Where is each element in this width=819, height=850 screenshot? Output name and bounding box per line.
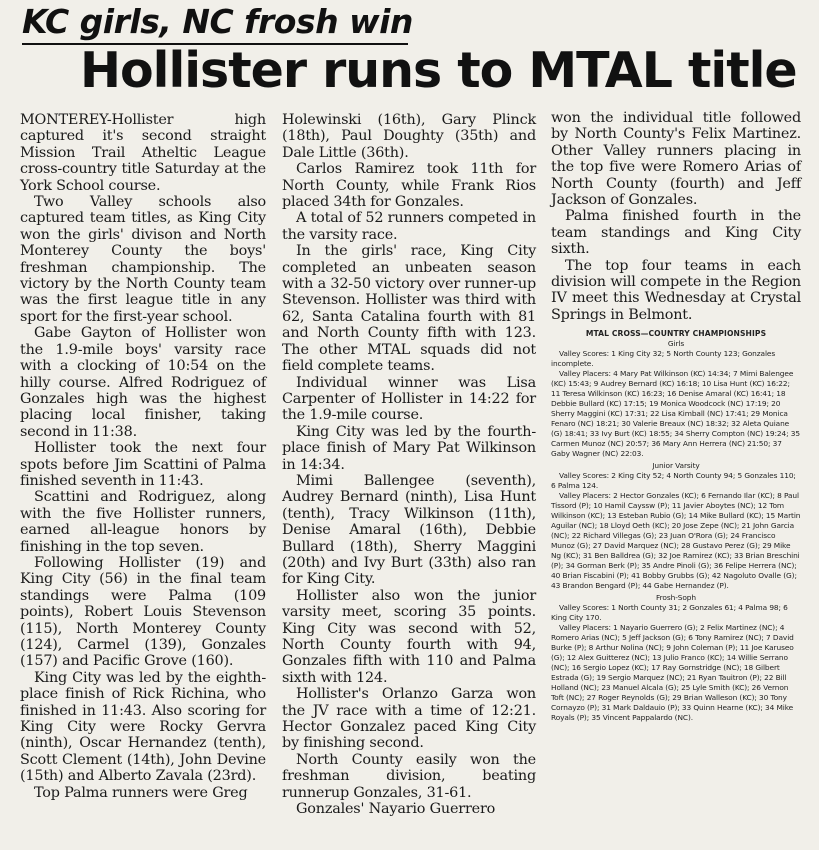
article-column-1 <box>20 112 266 801</box>
paragraph: Hollister also won the junior varsity meet, scoring 35 points. King City was second with 52, North County fourth with 94, Gonzales fifth with 110 and Palma sixth with 124. <box>282 587 536 686</box>
paragraph: A total of 52 runners competed in the varsity race. <box>282 210 536 243</box>
paragraph: Holewinski (16th), Gary Plinck (18th), Paul Doughty (35th) and Dale Little (36th). <box>282 112 536 161</box>
results-section-jv: Junior Varsity <box>652 461 700 471</box>
paragraph: Hollister took the next four spots before Jim Scattini of Palma finished seventh in 11:43. <box>20 440 266 489</box>
paragraph: Top Palma runners were Greg <box>34 784 248 801</box>
main-headline: Hollister runs to MTAL title <box>80 42 797 99</box>
paragraph: King City was led by the fourth-place finish of Mary Pat Wilkinson in 14:34. <box>282 423 536 473</box>
paragraph: Scattini and Rodriguez, along with the five Hollister runners, earned all-league honors by finishing in the top seven. <box>20 489 266 555</box>
results-section-girls: Girls <box>667 339 685 349</box>
article-column-2 <box>282 112 536 817</box>
results-title: MTAL CROSS—COUNTRY CHAMPIONSHIPS <box>585 329 767 339</box>
paragraph: Hollister's Orlanzo Garza won the JV race with a time of 12:21. Hector Gonzalez paced King City by finishing second. <box>282 686 536 752</box>
results-placers: Valley Placers: 4 Mary Pat Wilkinson (KC) 14:34; 7 Mimi Balengee (KC) 15:43; 9 Audrey Bernard (KC) 16:18; 10 Lisa Hunt (KC) 16:22; 11 Teresa Wilkinson (KC) 16:23; 16 Denise Amaral (KC) 16:41; 18 Debbie Bullard (KC) 17:15; 19 Monica Woodcock (NC) 17:19; 20 Sherry Maggini (KC) 17:31; 22 Lisa Kimball (NC) 17:41; 29 Monica Fenaro (NC) 18:21; 30 Valerie Breaux (NC) 18:32; 32 Aleta Quiane (G) 18:41; 33 Ivy Burt (KC) 18:55; 34 Sherry Compton (NC) 19:24; 35 Carmen Munoz (NC) 20:57; 36 Mary Ann Herrera (NC) 21:50; 37 Gaby Wagner (NC) 22:03. <box>551 369 800 459</box>
paragraph: Gonzales' Nayario Guerrero <box>296 801 496 818</box>
paragraph: Gabe Gayton of Hollister won the 1.9-mile boys' varsity race with a clocking of 10:54 on the hilly course. Alfred Rodriguez of Gonzales high was the highest placing local finisher, taking second in 11:38. <box>20 325 266 440</box>
paragraph: Individual winner was Lisa Carpenter of Hollister in 14:22 for the 1.9-mile course. <box>282 374 536 424</box>
paragraph: In the girls' race, King City completed an unbeaten season with a 32-50 victory over runner-up Stevenson. Hollister was third with 62, Santa Catalina fourth with 81 and North County fifth with 123. The other MTAL squads did not field complete teams. <box>282 243 536 375</box>
paragraph: King City was led by the eighth-place finish of Rick Richina, who finished in 11:43. Also scoring for King City were Rocky Gervra (ninth), Oscar Hernandez (tenth), Scott Clement (14th), John Devine (15th) and Alberto Zavala (23rd). <box>20 669 266 785</box>
results-section-frosh: Frosh-Soph <box>656 593 696 603</box>
results-scores: Valley Scores: 1 North County 31; 2 Gonzales 61; 4 Palma 98; 6 King City 170. <box>551 603 788 623</box>
results-box <box>551 329 801 723</box>
paragraph: North County easily won the freshman division, beating runnerup Gonzales, 31-61. <box>282 751 536 801</box>
results-placers: Valley Placers: 1 Nayario Guerrero (G); 2 Felix Martinez (NC); 4 Romero Arias (NC); 5 Jeff Jackson (G); 6 Tony Ramirez (NC); 7 David Burke (P); 8 Arthur Nolina (NC); 9 John Coleman (P); 11 Joe Karuseo (G); 12 Alex Guitterez (NC); 13 Julio Franco (KC); 14 Willie Serrano (NC); 16 Sergio Lopez (KC); 17 Ray Gornstridge (NC); 18 Gilbert Estrada (G); 19 Sergio Marquez (NC); 21 Ryan Tauitron (P); 22 Bill Holland (NC); 23 Manuel Alcala (G); 25 Lyle Smith (KC); 26 Vernon Toft (NC); 27 Roger Reynolds (G); 29 Brian Walleson (KC); 30 Tony Cornayzo (P); 31 Mark Daldauio (P); 33 Quinn Hearne (KC); 34 Mike Royals (P); 35 Vincent Pappalardo (NC). <box>551 623 794 723</box>
paragraph: The top four teams in each division will compete in the Region IV meet this Wednesday at Crystal Springs in Belmont. <box>551 257 801 323</box>
paragraph: Mimi Ballengee (seventh), Audrey Bernard (ninth), Lisa Hunt (tenth), Tracy Wilkinson (11th), Denise Amaral (16th), Debbie Bullard (18th), Sherry Maggini (20th) and Ivy Burt (33th) also ran for King City. <box>282 472 536 588</box>
paragraph: MONTEREY-Hollister high captured it's second straight Mission Trail Atheltic League cross-country title Saturday at the York School course. <box>20 112 266 194</box>
paragraph: won the individual title followed by North County's Felix Martinez. Other Valley runners placing in the top five were Romero Arias of North County (fourth) and Jeff Jackson of Gonzales. <box>551 110 801 209</box>
paragraph: Following Hollister (19) and King City (56) in the final team standings were Palma (109 points), Robert Louis Stevenson (115), North Monterey County (124), Carmel (139), Gonzales (157) and Pacific Grove (160). <box>20 554 266 670</box>
paragraph: Palma finished fourth in the team standings and King City sixth. <box>551 208 801 258</box>
kicker-headline: KC girls, NC frosh win <box>22 2 413 41</box>
paragraph: Carlos Ramirez took 11th for North County, while Frank Rios placed 34th for Gonzales. <box>282 161 536 211</box>
results-placers: Valley Placers: 2 Hector Gonzales (KC); 6 Fernando Ilar (KC); 8 Paul Tissord (P); 10 Hamil Cayssw (P); 11 Javier Aboytes (NC); 12 Tom Wilkinson (KC); 13 Esteban Rubio (G); 14 Mike Bullard (KC); 15 Martin Aguilar (NC); 18 Lloyd Oeth (KC); 20 Jose Zepe (NC); 21 John Garcia (NC); 22 Richard Villegas (G); 23 Juan O'Rora (G); 24 Francisco Munoz (G); 27 David Marquez (NC); 28 Gustavo Perez (G); 29 Mike Ng (KC); 31 Ben Balldrea (G); 32 Joe Ramirez (KC); 33 Brian Breschini (P); 34 Gorman Berk (P); 35 Andre Pinoli (G); 36 Felipe Herrera (NC); 40 Brian Fiscabini (P); 41 Bobby Grubbs (G); 42 Nagoluto Ovalle (G); 43 Brandon Bengard (P); 44 Gabe Hernandez (P). <box>551 491 801 591</box>
results-scores: Valley Scores: 1 King City 32; 5 North County 123; Gonzales incomplete. <box>551 349 776 369</box>
paragraph: Two Valley schools also captured team titles, as King City won the girls' divison and North Monterey County the boys' freshman championship. The victory by the North County team was the first league title in any sport for the first-year school. <box>20 194 266 325</box>
results-scores: Valley Scores: 2 King City 52; 4 North County 94; 5 Gonzales 110; 6 Palma 124. <box>551 471 796 491</box>
article-column-3 <box>551 110 801 723</box>
